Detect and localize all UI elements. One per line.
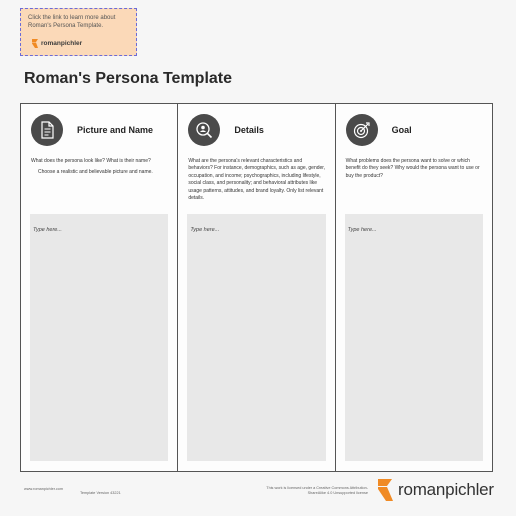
persona-board	[20, 103, 495, 472]
brand-logo-text: romanpichler	[398, 480, 494, 499]
footer-website-link[interactable]: www.romanpichler.com	[24, 487, 64, 491]
description-hint: Choose a realistic and believable picture and name.	[38, 169, 153, 176]
page-title: Roman's Persona Template	[24, 70, 233, 87]
input-placeholder: Type here...	[33, 227, 62, 233]
target-icon	[346, 114, 378, 146]
footer-license-link[interactable]: This work is licensed under a Creative Commons Attribution-ShareAlike 4.0 Unsupported license	[266, 486, 368, 495]
text-input-area[interactable]	[30, 214, 168, 461]
sticky-logo	[31, 39, 82, 48]
sticky-note-text[interactable]: Click the link to learn more about Roman's Persona Template.	[28, 15, 116, 29]
description-question: What are the persona's relevant characteristics and behaviors? For instance, demographics, such as age, gender, occupation, and income; psychographics, including lifestyle, social class, and personality; and behavioral attributes like usage patterns, attitudes, and brand loyalty. Only list relevant details.	[188, 158, 326, 202]
column-details	[177, 103, 335, 472]
column-description	[31, 158, 169, 177]
description-question: What does the persona look like? What is their name?	[31, 158, 151, 164]
info-sticky-note[interactable]	[20, 8, 137, 56]
description-question: What problems does the persona want to solve or which benefit do they seek? Why would the persona want to use or buy the product?	[345, 158, 480, 179]
column-header	[346, 114, 412, 146]
column-picture-and-name	[20, 103, 178, 472]
column-title: Picture and Name	[77, 125, 154, 135]
column-goal	[335, 103, 493, 472]
column-header	[188, 114, 264, 146]
sticky-logo-text: romanpichler	[41, 39, 83, 47]
document-icon	[31, 114, 63, 146]
column-header	[31, 114, 153, 146]
column-description	[346, 158, 484, 180]
text-input-area[interactable]	[187, 214, 325, 461]
input-placeholder: Type here...	[190, 227, 220, 233]
magnifier-person-icon	[188, 114, 220, 146]
footer-version: Template Version 43221	[80, 491, 121, 495]
column-description	[188, 158, 326, 202]
column-title: Goal	[391, 125, 412, 135]
romanpichler-logo-icon	[376, 479, 394, 501]
input-placeholder: Type here...	[347, 227, 377, 233]
column-title: Details	[234, 125, 264, 135]
romanpichler-logo-icon	[31, 39, 39, 48]
text-input-area[interactable]	[345, 214, 483, 461]
brand-logo	[376, 479, 494, 501]
